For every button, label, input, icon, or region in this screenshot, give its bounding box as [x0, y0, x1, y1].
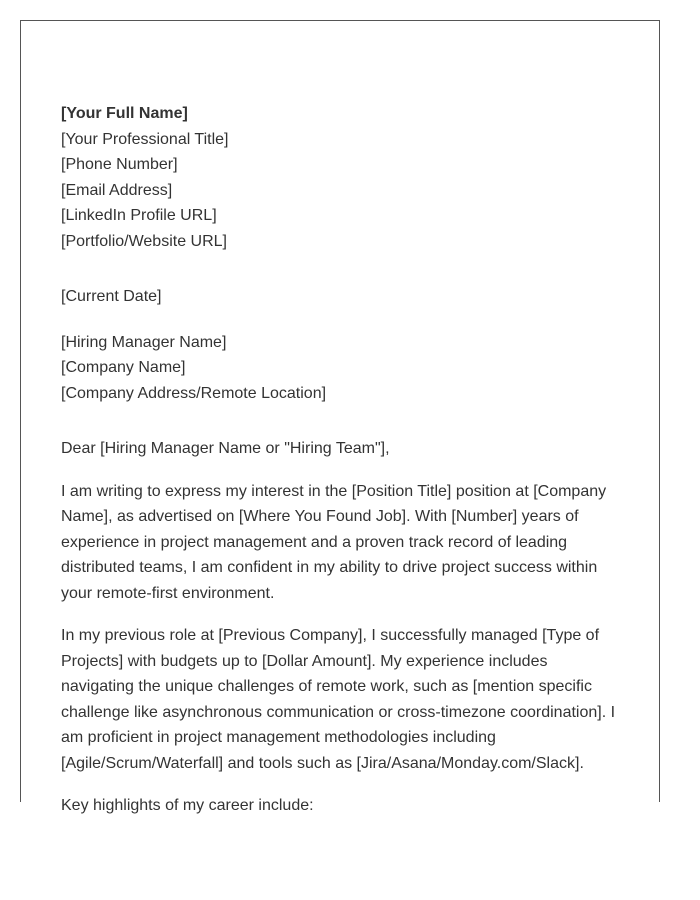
recipient-manager: [Hiring Manager Name] — [61, 333, 227, 351]
letter-content — [61, 101, 621, 819]
date-block — [61, 284, 621, 310]
sender-email: [Email Address] — [61, 181, 173, 199]
sender-phone: [Phone Number] — [61, 156, 178, 173]
letter-page — [20, 20, 660, 814]
sender-title: [Your Professional Title] — [61, 130, 229, 148]
body-paragraph: I am writing to express my interest in the [Position Title] position at [Company Name], as advertised on [Where You Found Job]. With [Number] years of experience in project management and a proven track record of leading distributed teams, I am confident in my ability to drive project success within your remote-first environment. — [61, 482, 607, 602]
recipient-block — [61, 330, 621, 407]
body-paragraph: In my previous role at [Previous Company], I successfully managed [Type of Projects] with budgets up to [Dollar Amount]. My experience includes navigating the unique challenges of remote work, such as [mention specific challenge like asynchronous communication or cross-timezone coordination]. I am proficient in project management methodologies including [Agile/Scrum/Waterfall] and tools such as [Jira/Asana/Monday.com/Slack]. — [61, 627, 616, 772]
body-paragraph: Key highlights of my career include: — [61, 797, 314, 814]
sender-block — [61, 101, 621, 254]
recipient-company: [Company Name] — [61, 359, 186, 376]
sender-portfolio: [Portfolio/Website URL] — [61, 232, 227, 250]
recipient-address: [Company Address/Remote Location] — [61, 384, 327, 402]
sender-linkedin: [LinkedIn Profile URL] — [61, 207, 217, 224]
letter-date: [Current Date] — [61, 288, 162, 305]
sender-name: [Your Full Name] — [61, 105, 188, 122]
greeting: Dear [Hiring Manager Name or "Hiring Team"], — [61, 440, 390, 457]
